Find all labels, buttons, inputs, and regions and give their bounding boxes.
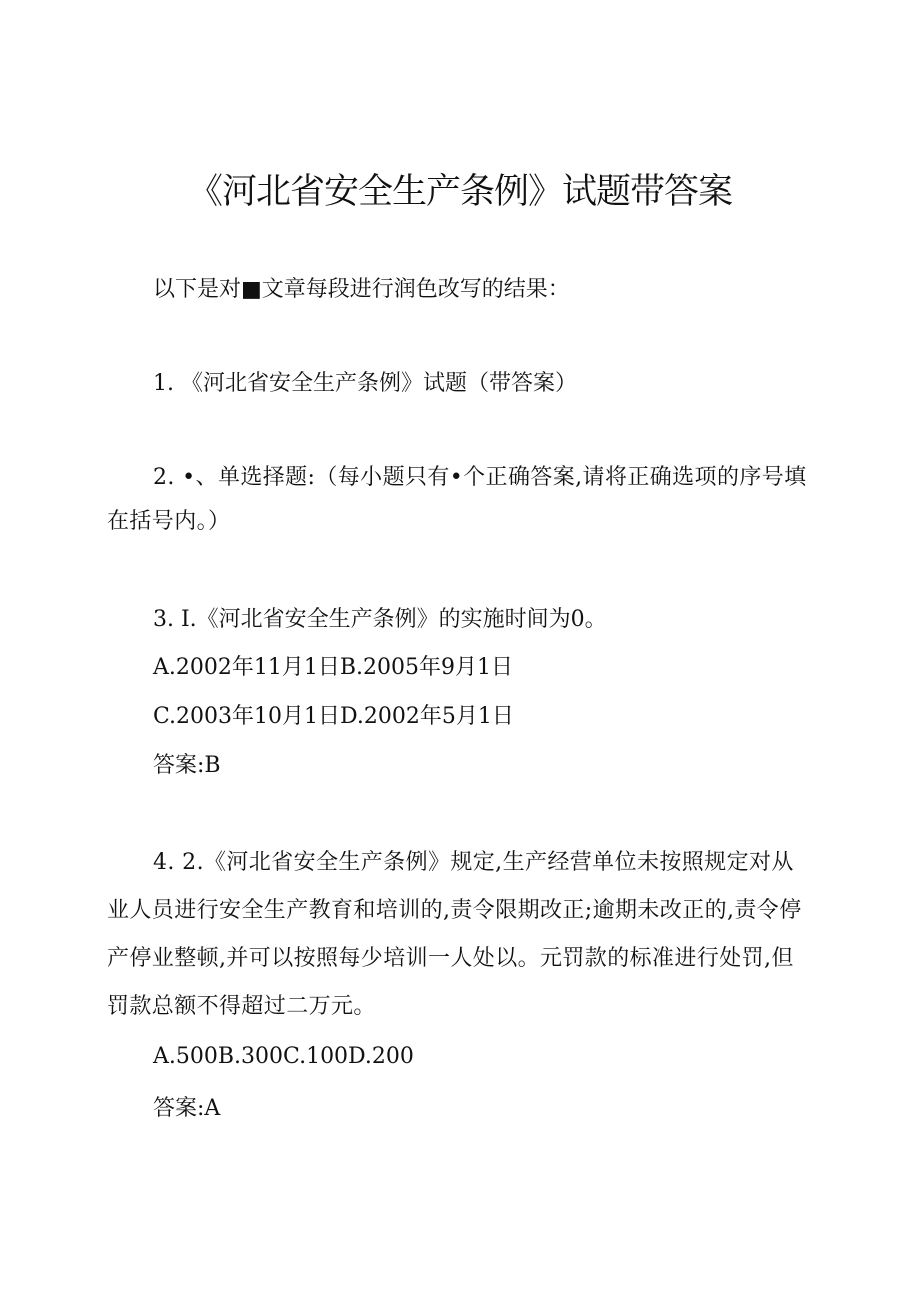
question-1-options-cd: C.2003年10月1日D.2002年5月1日 [153,704,514,729]
question-1-answer: 答案:B [153,753,221,778]
document-title: 《河北省安全生产条例》试题带答案 [187,172,732,212]
question-2-stem: 4. 2.《河北省安全生产条例》规定,生产经营单位未按照规定对从业人员进行安全生产教育和培训的,责令限期改正;逾期未改正的,责令停产停业整顿,并可以按照每少培训一人处以。元罚款的标准进行处罚,但罚款总额不得超过二万元。 [107,850,802,1019]
item-2-text: 2. •、单选择题:（每小题只有•个正确答案,请将正确选项的序号填在括号内。） [107,465,807,534]
question-2-answer: 答案:A [153,1096,221,1121]
question-1-options-ab: A.2002年11月1日B.2005年9月1日 [153,655,514,680]
question-1-stem: 3. I.《河北省安全生产条例》的实施时间为0。 [153,607,607,632]
intro-text: 以下是对■文章每段进行润色改写的结果： [153,277,570,302]
item-1-text: 1. 《河北省安全生产条例》试题（带答案） [153,371,577,396]
question-2-options: A.500B.300C.100D.200 [153,1044,414,1069]
